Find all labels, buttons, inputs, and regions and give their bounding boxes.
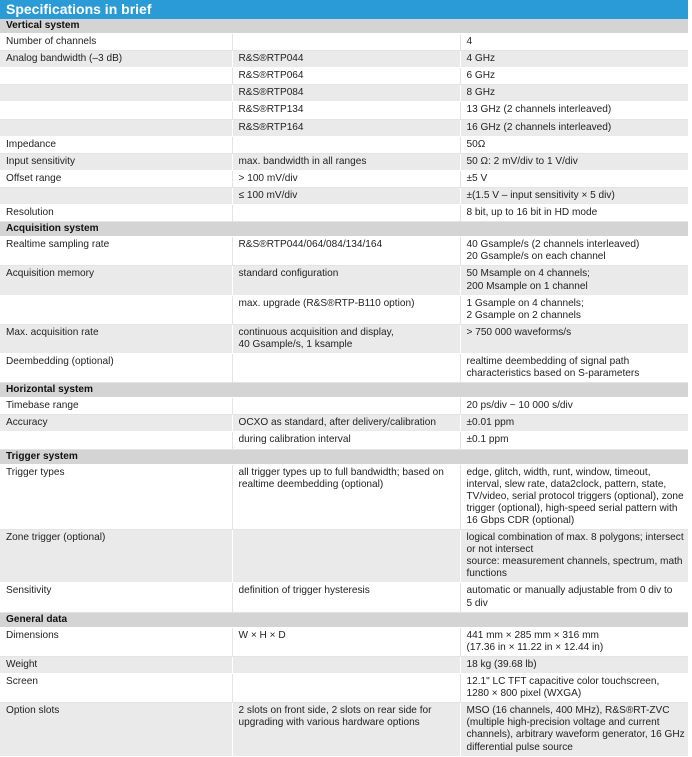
cell-line: Number of channels	[6, 36, 97, 48]
section-header	[0, 612, 688, 627]
spec-condition-cell	[232, 627, 460, 656]
spec-label-cell	[0, 656, 232, 673]
spec-label-cell	[0, 703, 232, 756]
cell-line: Dimensions	[6, 629, 59, 641]
spec-value-cell	[460, 398, 688, 415]
section-title: General data	[0, 612, 688, 627]
spec-value-cell	[460, 324, 688, 353]
spec-value-cell	[460, 170, 688, 187]
cell-line: 8 GHz	[466, 87, 496, 99]
cell-line: 16 Gbps CDR (optional)	[466, 515, 575, 526]
cell-line: Screen	[6, 676, 38, 688]
cell-line: TV/video, serial protocol triggers (optional), zone	[466, 490, 684, 502]
cell-line: Offset range	[6, 172, 62, 184]
cell-line: Sensitivity	[6, 585, 52, 597]
cell-line	[239, 659, 456, 671]
spec-label-cell	[0, 398, 232, 415]
spec-value-cell	[460, 530, 688, 583]
cell-line: characteristics based on S-parameters	[466, 368, 640, 380]
cell-line: R&S®RTP134	[238, 104, 304, 116]
cell-line: logical combination of max. 8 polygons; intersect	[466, 532, 684, 544]
spec-label-cell	[0, 170, 232, 187]
spec-label-cell	[0, 34, 232, 51]
cell-line: OCXO as standard, after delivery/calibration	[238, 417, 436, 429]
cell-line: R&S®RTP164	[238, 121, 304, 133]
page-title: Specifications in brief	[0, 0, 688, 19]
cell-line: R&S®RTP084	[238, 87, 304, 99]
spec-value-cell	[460, 266, 688, 295]
cell-line: 2 Gsample on 2 channels	[466, 309, 581, 321]
cell-line	[239, 532, 456, 544]
spec-condition-cell	[232, 432, 460, 449]
cell-line: automatic or manually adjustable from 0 div to	[466, 585, 673, 597]
spec-row	[0, 674, 688, 703]
section-title: Trigger system	[0, 449, 688, 464]
cell-line: > 100 mV/div	[238, 172, 298, 184]
spec-row	[0, 432, 688, 449]
spec-row	[0, 656, 688, 673]
spec-condition-cell	[232, 153, 460, 170]
spec-row	[0, 34, 688, 51]
cell-line: 50 Msample on 4 channels;	[466, 268, 590, 280]
spec-condition-cell	[232, 530, 460, 583]
spec-condition-cell	[232, 398, 460, 415]
cell-line	[239, 356, 456, 368]
spec-condition-cell	[232, 266, 460, 295]
cell-line: W × H × D	[238, 629, 286, 641]
cell-line	[239, 36, 456, 48]
spec-row	[0, 703, 688, 756]
spec-label-cell	[0, 432, 232, 449]
section-header	[0, 19, 688, 34]
cell-line: realtime deembedding of signal path	[466, 355, 630, 367]
spec-row	[0, 353, 688, 382]
spec-value-cell	[460, 51, 688, 68]
spec-condition-cell	[232, 295, 460, 324]
spec-row	[0, 627, 688, 656]
cell-line: (multiple high-precision voltage and current	[466, 717, 660, 729]
spec-condition-cell	[232, 187, 460, 204]
spec-condition-cell	[232, 656, 460, 673]
cell-line: MSO (16 channels, 400 MHz), R&S®RT-ZVC	[466, 705, 670, 717]
spec-value-cell	[460, 627, 688, 656]
spec-value-cell	[460, 187, 688, 204]
spec-table-body	[0, 19, 688, 756]
cell-line: functions	[466, 568, 507, 580]
spec-condition-cell	[232, 51, 460, 68]
cell-line: trigger (optional), high-speed serial pattern with	[466, 502, 678, 514]
cell-line: source: measurement channels, spectrum, math	[466, 556, 683, 568]
spec-row	[0, 530, 688, 583]
cell-line: 6 GHz	[466, 70, 496, 82]
cell-line: Accuracy	[6, 417, 48, 429]
spec-label-cell	[0, 266, 232, 295]
spec-value-cell	[460, 583, 688, 612]
spec-table	[0, 19, 688, 757]
spec-condition-cell	[232, 464, 460, 529]
spec-value-cell	[460, 353, 688, 382]
cell-line: Max. acquisition rate	[6, 326, 99, 338]
spec-label-cell	[0, 295, 232, 324]
spec-label-cell	[0, 136, 232, 153]
spec-value-cell	[460, 68, 688, 85]
spec-value-cell	[460, 85, 688, 102]
spec-condition-cell	[232, 119, 460, 136]
cell-line: standard configuration	[238, 268, 339, 280]
cell-line: Analog bandwidth (–3 dB)	[6, 53, 123, 65]
cell-line: max. upgrade (R&S®RTP-B110 option)	[238, 297, 415, 309]
cell-line: 200 Msample on 1 channel	[466, 280, 588, 292]
cell-line: 2 slots on front side, 2 slots on rear side for	[238, 705, 432, 717]
spec-value-cell	[460, 432, 688, 449]
cell-line: edge, glitch, width, runt, window, timeout,	[466, 466, 651, 478]
cell-line: Acquisition memory	[6, 268, 95, 280]
cell-line: ±0.1 ppm	[466, 434, 509, 446]
spec-condition-cell	[232, 703, 460, 756]
spec-label-cell	[0, 119, 232, 136]
spec-row	[0, 170, 688, 187]
cell-line: 20 Gsample/s on each channel	[466, 251, 606, 263]
cell-line: 50Ω	[466, 138, 486, 150]
spec-row	[0, 136, 688, 153]
cell-line: 40 Gsample/s, 1 ksample	[238, 338, 353, 350]
cell-line: or not intersect	[466, 544, 534, 556]
cell-line: 13 GHz (2 channels interleaved)	[466, 104, 612, 116]
section-title: Horizontal system	[0, 383, 688, 398]
spec-value-cell	[460, 295, 688, 324]
spec-row	[0, 85, 688, 102]
section-header	[0, 222, 688, 237]
cell-line: all trigger types up to full bandwidth; based on	[238, 466, 444, 478]
spec-row	[0, 205, 688, 222]
cell-line: Option slots	[6, 705, 60, 717]
cell-line	[239, 400, 456, 412]
cell-line: ≤ 100 mV/div	[238, 189, 298, 201]
cell-line: Realtime sampling rate	[6, 239, 110, 251]
cell-line	[6, 104, 228, 116]
spec-label-cell	[0, 627, 232, 656]
cell-line: max. bandwidth in all ranges	[238, 155, 367, 167]
cell-line: Trigger types	[6, 466, 65, 478]
spec-label-cell	[0, 51, 232, 68]
spec-value-cell	[460, 237, 688, 266]
spec-condition-cell	[232, 205, 460, 222]
spec-condition-cell	[232, 324, 460, 353]
spec-row	[0, 102, 688, 119]
spec-row	[0, 324, 688, 353]
spec-row	[0, 415, 688, 432]
spec-condition-cell	[232, 415, 460, 432]
spec-condition-cell	[232, 353, 460, 382]
spec-condition-cell	[232, 34, 460, 51]
cell-line	[239, 676, 456, 688]
cell-line: ±(1.5 V – input sensitivity × 5 div)	[466, 189, 615, 201]
cell-line: 1 Gsample on 4 channels;	[466, 297, 584, 309]
spec-row	[0, 398, 688, 415]
spec-value-cell	[460, 34, 688, 51]
cell-line: ±5 V	[466, 172, 488, 184]
spec-row	[0, 51, 688, 68]
cell-line: Weight	[6, 658, 38, 670]
cell-line	[6, 434, 228, 446]
spec-value-cell	[460, 153, 688, 170]
spec-value-cell	[460, 674, 688, 703]
cell-line: Timebase range	[6, 400, 79, 412]
spec-value-cell	[460, 102, 688, 119]
spec-row	[0, 153, 688, 170]
spec-value-cell	[460, 656, 688, 673]
cell-line: Input sensitivity	[6, 155, 76, 167]
cell-line	[239, 139, 456, 151]
spec-row	[0, 68, 688, 85]
spec-value-cell	[460, 464, 688, 529]
cell-line	[6, 70, 228, 82]
spec-condition-cell	[232, 170, 460, 187]
spec-label-cell	[0, 68, 232, 85]
spec-label-cell	[0, 102, 232, 119]
spec-label-cell	[0, 237, 232, 266]
spec-row	[0, 187, 688, 204]
cell-line: 16 GHz (2 channels interleaved)	[466, 121, 612, 133]
section-header	[0, 449, 688, 464]
cell-line: continuous acquisition and display,	[238, 326, 394, 338]
cell-line	[6, 190, 228, 202]
spec-value-cell	[460, 205, 688, 222]
cell-line	[6, 87, 228, 99]
section-title: Acquisition system	[0, 222, 688, 237]
spec-value-cell	[460, 136, 688, 153]
spec-condition-cell	[232, 674, 460, 703]
spec-label-cell	[0, 415, 232, 432]
cell-line: > 750 000 waveforms/s	[466, 326, 572, 338]
cell-line: Resolution	[6, 207, 54, 219]
spec-row	[0, 295, 688, 324]
spec-row	[0, 119, 688, 136]
cell-line: 4	[466, 36, 473, 48]
spec-label-cell	[0, 85, 232, 102]
cell-line: 18 kg (39.68 lb)	[466, 658, 537, 670]
cell-line: 50 Ω: 2 mV/div to 1 V/div	[466, 155, 578, 167]
cell-line: differential pulse source	[466, 741, 573, 753]
cell-line: 8 bit, up to 16 bit in HD mode	[466, 207, 598, 219]
cell-line: 12.1" LC TFT capacitive color touchscreen,	[466, 676, 660, 688]
cell-line: 5 div	[466, 597, 488, 609]
cell-line	[239, 207, 456, 219]
cell-line: definition of trigger hysteresis	[238, 585, 370, 597]
spec-label-cell	[0, 153, 232, 170]
spec-row	[0, 464, 688, 529]
cell-line: R&S®RTP064	[238, 70, 304, 82]
spec-row	[0, 583, 688, 612]
cell-line: R&S®RTP044/064/084/134/164	[238, 239, 383, 251]
cell-line: 441 mm × 285 mm × 316 mm	[466, 629, 599, 641]
spec-label-cell	[0, 353, 232, 382]
spec-label-cell	[0, 324, 232, 353]
cell-line: upgrading with various hardware options	[238, 717, 420, 729]
spec-condition-cell	[232, 102, 460, 119]
cell-line: Impedance	[6, 138, 56, 150]
cell-line	[6, 298, 228, 310]
spec-condition-cell	[232, 85, 460, 102]
cell-line: during calibration interval	[238, 434, 351, 446]
cell-line: (17.36 in × 11.22 in × 12.44 in)	[466, 641, 604, 653]
spec-condition-cell	[232, 136, 460, 153]
spec-row	[0, 237, 688, 266]
cell-line: interval, slew rate, data2clock, pattern, state,	[466, 478, 667, 490]
cell-line: Zone trigger (optional)	[6, 532, 106, 544]
spec-label-cell	[0, 530, 232, 583]
spec-row	[0, 266, 688, 295]
spec-value-cell	[460, 119, 688, 136]
cell-line: 40 Gsample/s (2 channels interleaved)	[466, 239, 640, 251]
cell-line	[6, 122, 228, 134]
spec-label-cell	[0, 583, 232, 612]
spec-label-cell	[0, 187, 232, 204]
section-title: Vertical system	[0, 19, 688, 34]
spec-label-cell	[0, 205, 232, 222]
section-header	[0, 383, 688, 398]
spec-condition-cell	[232, 583, 460, 612]
cell-line: realtime deembedding (optional)	[238, 478, 384, 490]
spec-label-cell	[0, 464, 232, 529]
cell-line: 20 ps/div ~ 10 000 s/div	[466, 400, 573, 412]
cell-line: channels), arbitrary waveform generator, 16 GHz	[466, 729, 685, 741]
cell-line: 4 GHz	[466, 53, 496, 65]
cell-line: Deembedding (optional)	[6, 355, 114, 367]
cell-line: R&S®RTP044	[238, 53, 304, 65]
spec-value-cell	[460, 703, 688, 756]
spec-label-cell	[0, 674, 232, 703]
cell-line: 1280 × 800 pixel (WXGA)	[466, 688, 582, 700]
spec-value-cell	[460, 415, 688, 432]
cell-line: ±0.01 ppm	[466, 417, 515, 429]
spec-condition-cell	[232, 237, 460, 266]
spec-condition-cell	[232, 68, 460, 85]
